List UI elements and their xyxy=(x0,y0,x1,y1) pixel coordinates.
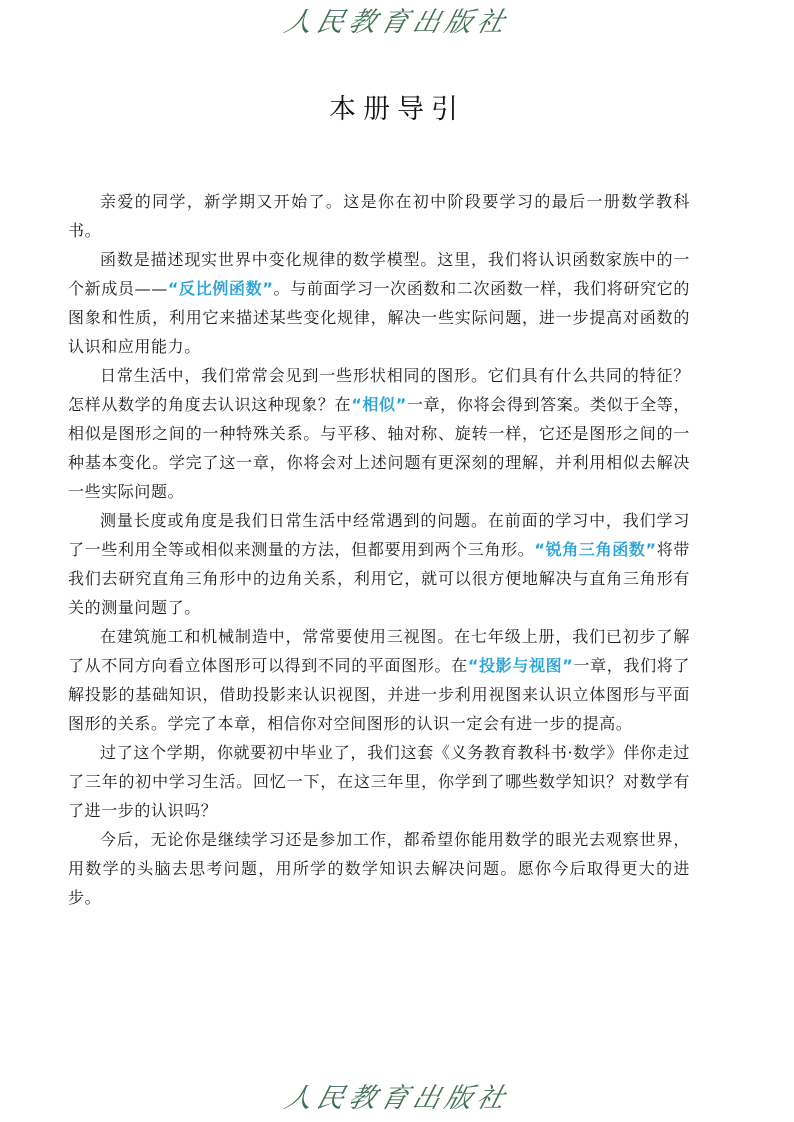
chapter-highlight-inverse-proportion: “反比例函数” xyxy=(167,279,274,298)
chapter-highlight-similarity: “相似” xyxy=(351,395,407,414)
paragraph-inverse-function xyxy=(68,245,690,361)
paragraph-text: 日常生活中，我们常常会见到一些形状相同的图形。它们具有什么共同的特征？怎样从数学的角度去认识这种现象？在 xyxy=(68,366,690,414)
paragraph-text: 一章，我们将了解投影的基础知识，借助投影来认识视图，并进一步利用视图来认识立体图形与平面图形的关系。学完了本章，相信你对空间图形的认识一定会有进一步的提高。 xyxy=(68,656,691,733)
publisher-logo-footer: 人民教育出版社 xyxy=(281,1083,513,1114)
paragraph-similarity xyxy=(68,361,690,506)
paragraph-text: 将带我们去研究直角三角形中的边角关系，利用它，就可以很方便地解决与直角三角形有关的测量问题了。 xyxy=(68,540,690,617)
chapter-highlight-trigonometry: “锐角三角函数” xyxy=(534,540,657,559)
chapter-highlight-projection: “投影与视图” xyxy=(467,656,574,675)
page-title: 本册导引 xyxy=(329,94,465,125)
body-text xyxy=(68,187,690,912)
paragraph-intro xyxy=(68,187,690,245)
paragraph-text: 过了这个学期，你就要初中毕业了，我们这套《义务教育教科书·数学》伴你走过了三年的初中学习生活。回忆一下，在这三年里，你学到了哪些数学知识？对数学有了进一步的认识吗？ xyxy=(68,743,690,820)
paragraph-text: 亲爱的同学，新学期又开始了。这是你在初中阶段要学习的最后一册数学教科书。 xyxy=(68,192,690,240)
paragraph-projection xyxy=(68,622,690,738)
paragraph-text: 一章，你将会得到答案。类似于全等，相似是图形之间的一种特殊关系。与平移、轴对称、旋转一样，它还是图形之间的一种基本变化。学完了这一章，你将会对上述问题有更深刻的理解，并利用相似去解决一些实际问题。 xyxy=(68,395,691,501)
paragraph-trigonometry xyxy=(68,506,690,622)
paragraph-text: 在建筑施工和机械制造中，常常要使用三视图。在七年级上册，我们已初步了解了从不同方向看立体图形可以得到不同的平面图形。在 xyxy=(68,627,690,675)
paragraph-text: 。与前面学习一次函数和二次函数一样，我们将研究它的图象和性质，利用它来描述某些变化规律，解决一些实际问题，进一步提高对函数的认识和应用能力。 xyxy=(68,279,690,356)
paragraph-closing xyxy=(68,825,690,912)
paragraph-text: 测量长度或角度是我们日常生活中经常遇到的问题。在前面的学习中，我们学习了一些利用全等或相似来测量的方法，但都要用到两个三角形。 xyxy=(68,511,690,559)
paragraph-text: 函数是描述现实世界中变化规律的数学模型。这里，我们将认识函数家族中的一个新成员—— xyxy=(68,250,690,298)
paragraph-text: 今后，无论你是继续学习还是参加工作，都希望你能用数学的眼光去观察世界，用数学的头脑去思考问题，用所学的数学知识去解决问题。愿你今后取得更大的进步。 xyxy=(68,830,690,907)
publisher-logo-header: 人民教育出版社 xyxy=(281,7,513,38)
paragraph-graduation xyxy=(68,738,690,825)
